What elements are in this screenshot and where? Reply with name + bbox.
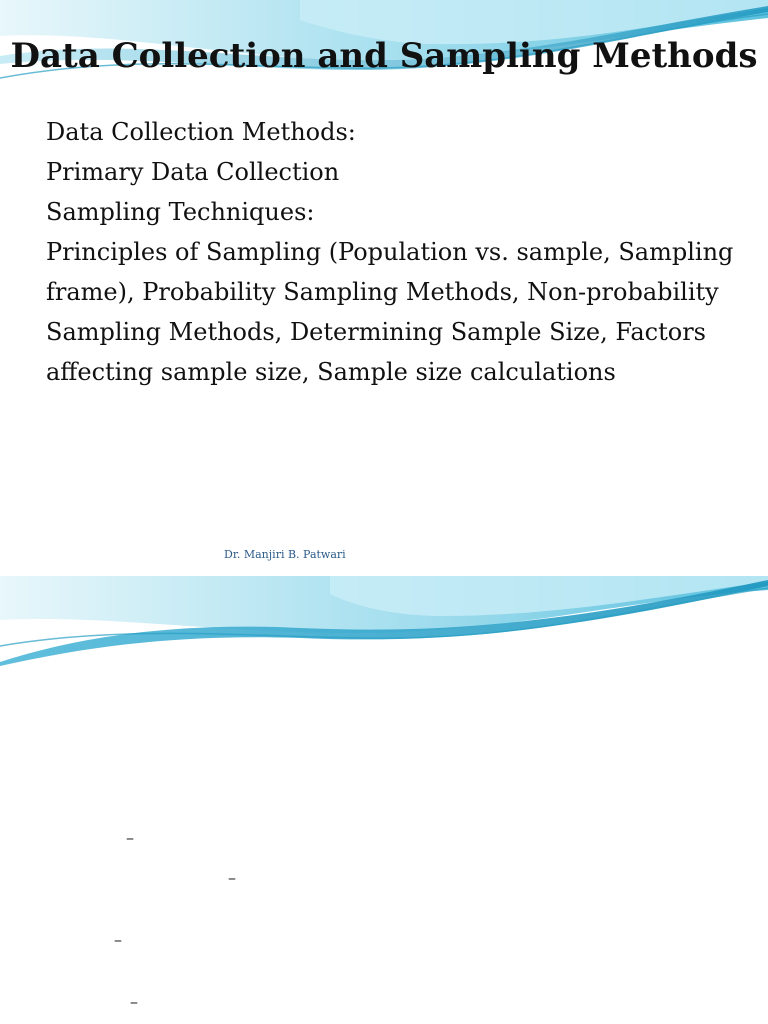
list-item: Data Collection Methods: — [46, 118, 356, 146]
bullet-dash: – — [114, 930, 122, 949]
decorative-wave-header — [0, 576, 768, 676]
bullet-dash: – — [228, 868, 236, 887]
list-item: Principles of Sampling (Population vs. sample, Sampling frame), Probability Sampling Methods, Non-probability Sampling Methods, Determining Sample Size, Factors affecting sample size, Sample size calculations — [46, 238, 734, 386]
list-item: Primary Data Collection — [46, 158, 340, 186]
bullet-dash: – — [130, 992, 138, 1011]
author-footer: Dr. Manjiri B. Patwari — [224, 548, 346, 561]
slide-title: Data Collection and Sampling Methods — [10, 36, 758, 76]
topic-list — [46, 112, 736, 392]
list-item: Sampling Techniques: — [46, 198, 315, 226]
bullet-dash: – — [126, 828, 134, 847]
slide-2 — [0, 576, 768, 1024]
